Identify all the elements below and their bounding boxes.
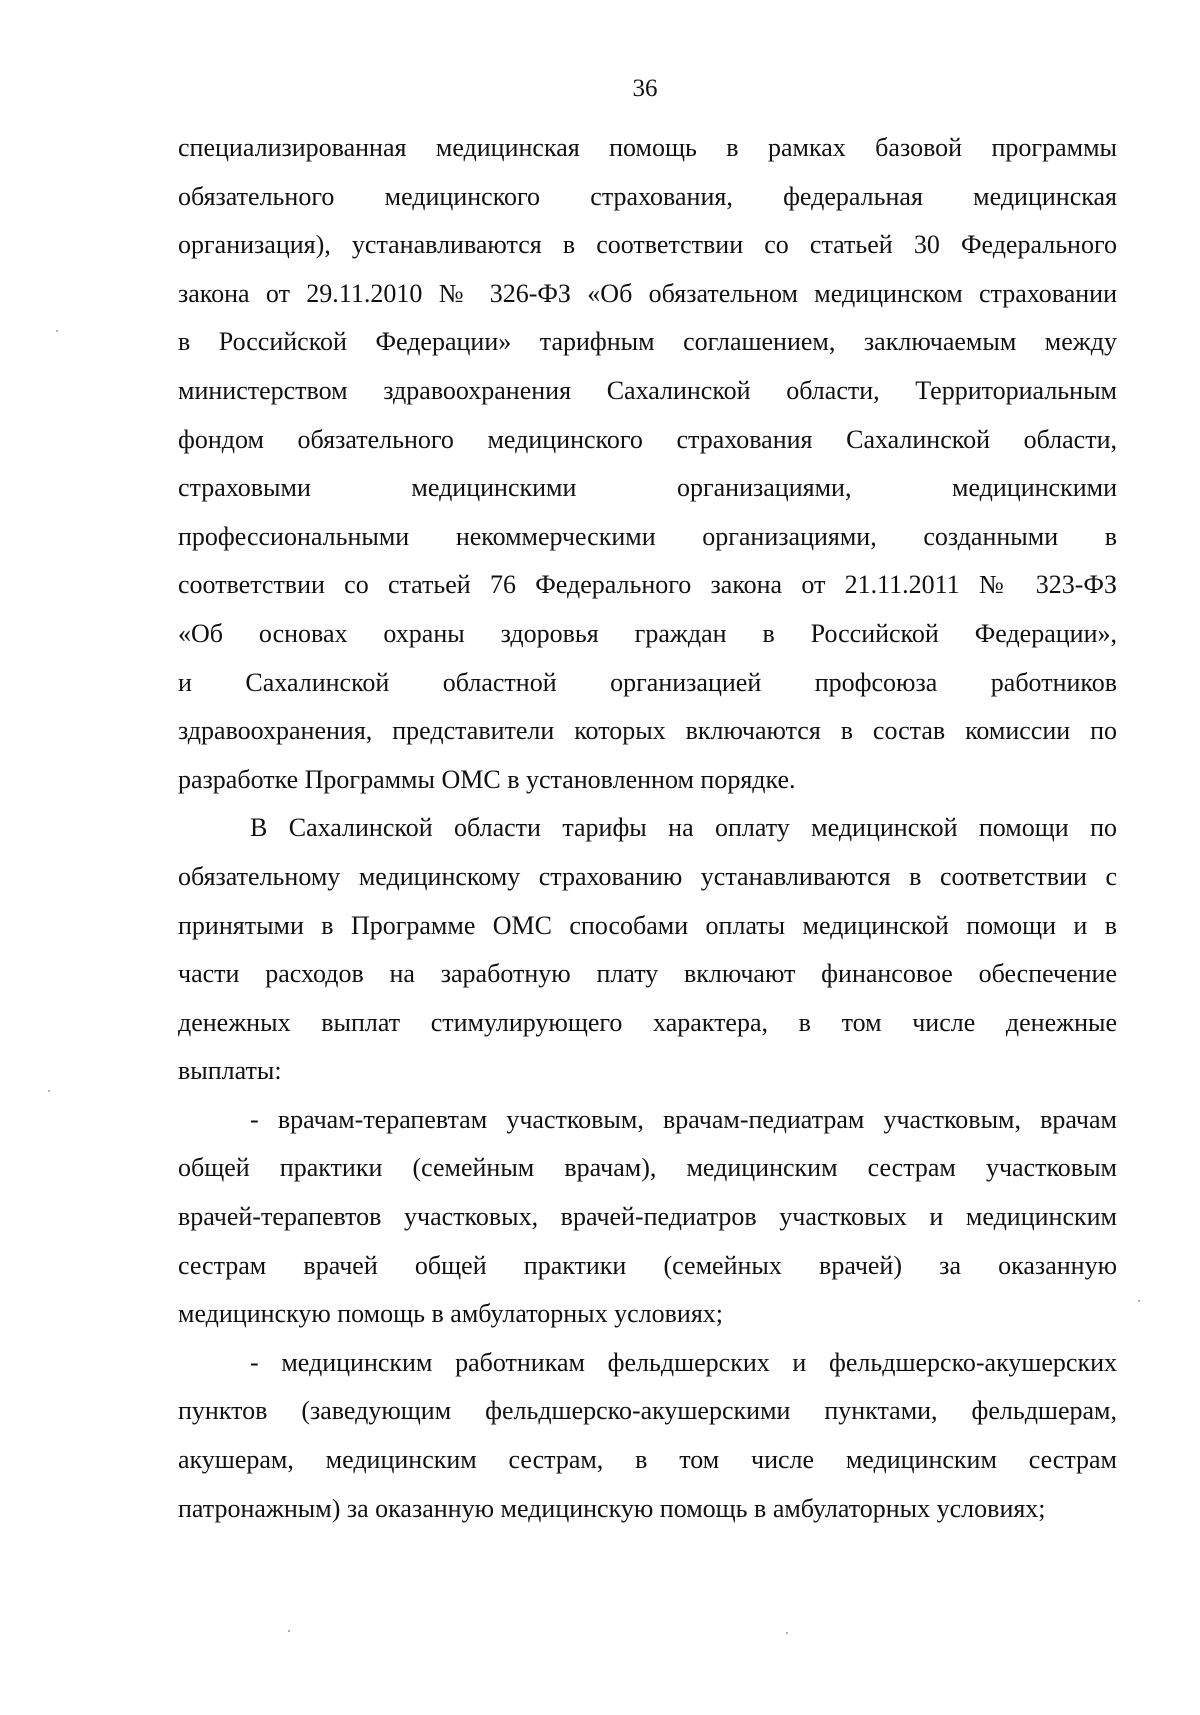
scan-speck — [288, 1630, 290, 1632]
text-line: патронажным) за оказанную медицинскую помощь в амбулаторных условиях; — [178, 1493, 1046, 1523]
scan-speck — [48, 1090, 50, 1092]
text-line: «Об основах охраны здоровья граждан в Российской Федерации», — [178, 618, 1117, 648]
paragraph — [178, 124, 1117, 804]
text-line: пунктов (заведующим фельдшерско-акушерскими пунктами, фельдшерам, — [178, 1396, 1117, 1426]
paragraph — [178, 1339, 1117, 1533]
text-line: - врачам-терапевтам участковым, врачам-педиатрам участковым, врачам — [250, 1104, 1117, 1134]
text-line: части расходов на заработную плату включают финансовое обеспечение — [178, 959, 1117, 989]
text-line: фондом обязательного медицинского страхования Сахалинской области, — [178, 424, 1117, 454]
scan-speck — [786, 1632, 788, 1634]
text-line: обязательного медицинского страхования, федеральная медицинская — [178, 181, 1117, 211]
text-line: денежных выплат стимулирующего характера, в том числе денежные — [178, 1007, 1117, 1037]
text-line: здравоохранения, представители которых включаются в состав комиссии по — [178, 716, 1117, 746]
text-line: принятыми в Программе ОМС способами оплаты медицинской помощи и в — [178, 910, 1117, 940]
text-line: страховыми медицинскими организациями, медицинскими — [178, 473, 1117, 503]
text-line: медицинскую помощь в амбулаторных условиях; — [178, 1299, 724, 1329]
scan-speck — [56, 330, 58, 332]
text-line: профессиональными некоммерческими организациями, созданными в — [178, 521, 1117, 551]
text-line: разработке Программы ОМС в установленном порядке. — [178, 764, 796, 794]
scan-speck — [1138, 1300, 1140, 1302]
text-line: сестрам врачей общей практики (семейных врачей) за оказанную — [178, 1250, 1117, 1280]
text-line: министерством здравоохранения Сахалинской области, Территориальным — [178, 375, 1117, 405]
document-body — [178, 124, 1117, 1533]
text-line: акушерам, медицинским сестрам, в том числе медицинским сестрам — [178, 1445, 1117, 1475]
text-line: врачей-терапевтов участковых, врачей-педиатров участковых и медицинским — [178, 1202, 1117, 1232]
text-line: - медицинским работникам фельдшерских и фельдшерско-акушерских — [250, 1347, 1117, 1377]
text-line: и Сахалинской областной организацией профсоюза работников — [178, 667, 1117, 697]
text-line: специализированная медицинская помощь в рамках базовой программы — [178, 133, 1117, 162]
page-number: 36 — [632, 75, 658, 102]
text-line: общей практики (семейным врачам), медицинским сестрам участковым — [178, 1153, 1117, 1183]
text-line: соответствии со статьей 76 Федерального закона от 21.11.2011 № 323-ФЗ — [178, 570, 1117, 600]
text-line: выплаты: — [178, 1056, 282, 1086]
text-line: организация), устанавливаются в соответствии со статьей 30 Федерального — [178, 230, 1117, 260]
text-line: В Сахалинской области тарифы на оплату медицинской помощи по — [250, 813, 1117, 843]
text-line: закона от 29.11.2010 № 326-ФЗ «Об обязательном медицинском страховании — [178, 278, 1117, 308]
paragraph — [178, 804, 1117, 1096]
text-line: в Российской Федерации» тарифным соглашением, заключаемым между — [178, 327, 1117, 357]
paragraph — [178, 1096, 1117, 1339]
text-line: обязательному медицинскому страхованию устанавливаются в соответствии с — [178, 861, 1117, 891]
